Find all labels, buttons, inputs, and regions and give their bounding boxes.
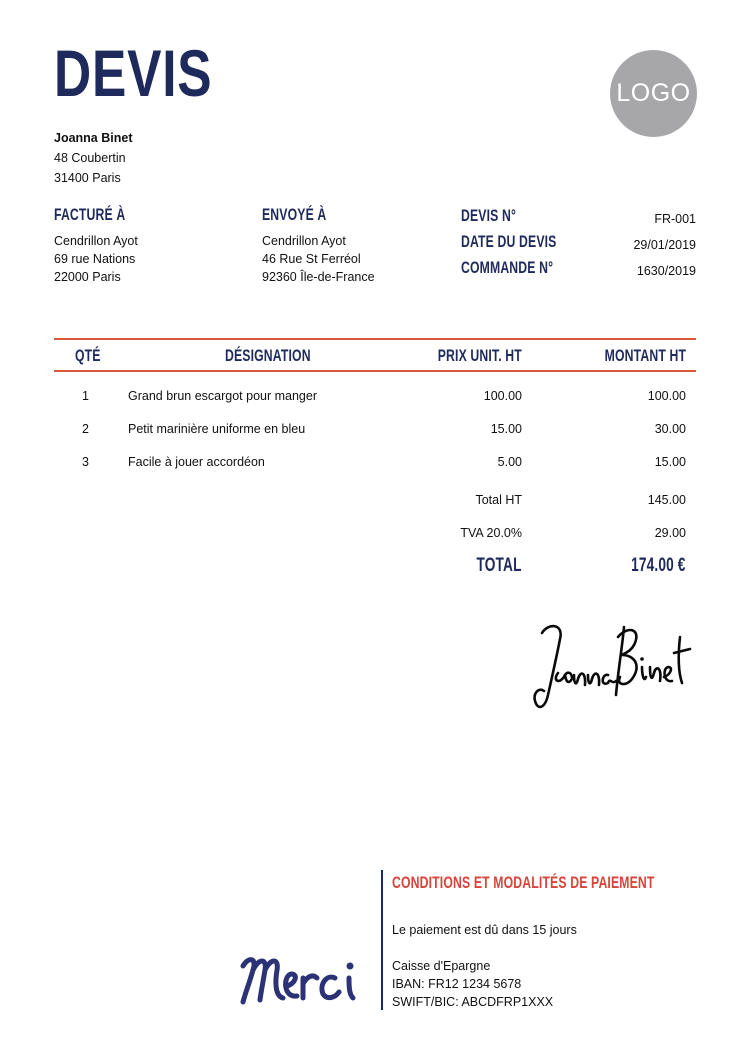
quote-date-label: DATE DU DEVIS: [461, 232, 557, 251]
sender-address-line1: 48 Coubertin: [54, 151, 126, 165]
header-designation: DÉSIGNATION: [225, 346, 311, 365]
document-title: DEVIS: [54, 36, 213, 110]
row-unit-price: 15.00: [490, 422, 522, 436]
sender-block: [54, 128, 133, 188]
bank-name: Caisse d'Epargne: [392, 959, 491, 973]
header-amount: MONTANT HT: [604, 346, 686, 365]
subtotal-label: Total HT: [475, 493, 522, 507]
payment-conditions: [381, 870, 711, 1010]
conditions-heading: CONDITIONS ET MODALITÉS DE PAIEMENT: [392, 873, 655, 892]
billed-to-block: [54, 206, 153, 286]
tax-value: 29.00: [654, 526, 686, 540]
shipped-to-heading: ENVOYÉ À: [262, 205, 327, 224]
sender-name: Joanna Binet: [54, 131, 133, 145]
billed-to-address-line1: 69 rue Nations: [54, 252, 136, 266]
swift-text: SWIFT/BIC: ABCDFRP1XXX: [392, 995, 554, 1009]
iban-text: IBAN: FR12 1234 5678: [392, 977, 522, 991]
shipped-to-name: Cendrillon Ayot: [262, 234, 346, 248]
billed-to-address-line2: 22000 Paris: [54, 270, 121, 284]
quote-number-value: FR-001: [654, 212, 696, 226]
row-designation: Grand brun escargot pour manger: [128, 389, 317, 403]
total-value: 174.00 €: [631, 555, 686, 576]
order-number-value: 1630/2019: [636, 264, 696, 278]
row-amount: 100.00: [647, 389, 686, 403]
merci-script: [235, 940, 370, 1010]
billed-to-heading: FACTURÉ À: [54, 205, 126, 224]
row-designation: Petit marinière uniforme en bleu: [128, 422, 306, 436]
items-table: [54, 338, 696, 478]
logo-text: LOGO: [616, 79, 691, 107]
row-qty: 3: [82, 455, 89, 469]
table-row: [54, 412, 696, 445]
quote-number-label: DEVIS N°: [461, 206, 517, 225]
header-unit-price: PRIX UNIT. HT: [437, 346, 522, 365]
tax-label: TVA 20.0%: [460, 526, 522, 540]
row-unit-price: 100.00: [483, 389, 522, 403]
company-logo: [610, 50, 697, 137]
table-header: [54, 338, 696, 372]
table-row: [54, 445, 696, 478]
payment-due-text: Le paiement est dû dans 15 jours: [392, 923, 577, 937]
row-designation: Facile à jouer accordéon: [128, 455, 265, 469]
row-amount: 30.00: [654, 422, 686, 436]
header-qty: QTÉ: [75, 346, 101, 365]
quote-date-value: 29/01/2019: [633, 238, 696, 252]
sender-address-line2: 31400 Paris: [54, 171, 121, 185]
row-unit-price: 5.00: [497, 455, 522, 469]
row-amount: 15.00: [654, 455, 686, 469]
order-number-label: COMMANDE N°: [461, 258, 554, 277]
row-qty: 1: [82, 389, 89, 403]
table-row: [54, 379, 696, 412]
total-label: TOTAL: [476, 555, 522, 576]
shipped-to-block: [262, 206, 375, 286]
shipped-to-address-line2: 92360 Île-de-France: [262, 270, 375, 284]
shipped-to-address-line1: 46 Rue St Ferréol: [262, 252, 361, 266]
row-qty: 2: [82, 422, 89, 436]
signature-image: [530, 615, 700, 720]
billed-to-name: Cendrillon Ayot: [54, 234, 138, 248]
subtotal-value: 145.00: [647, 493, 686, 507]
